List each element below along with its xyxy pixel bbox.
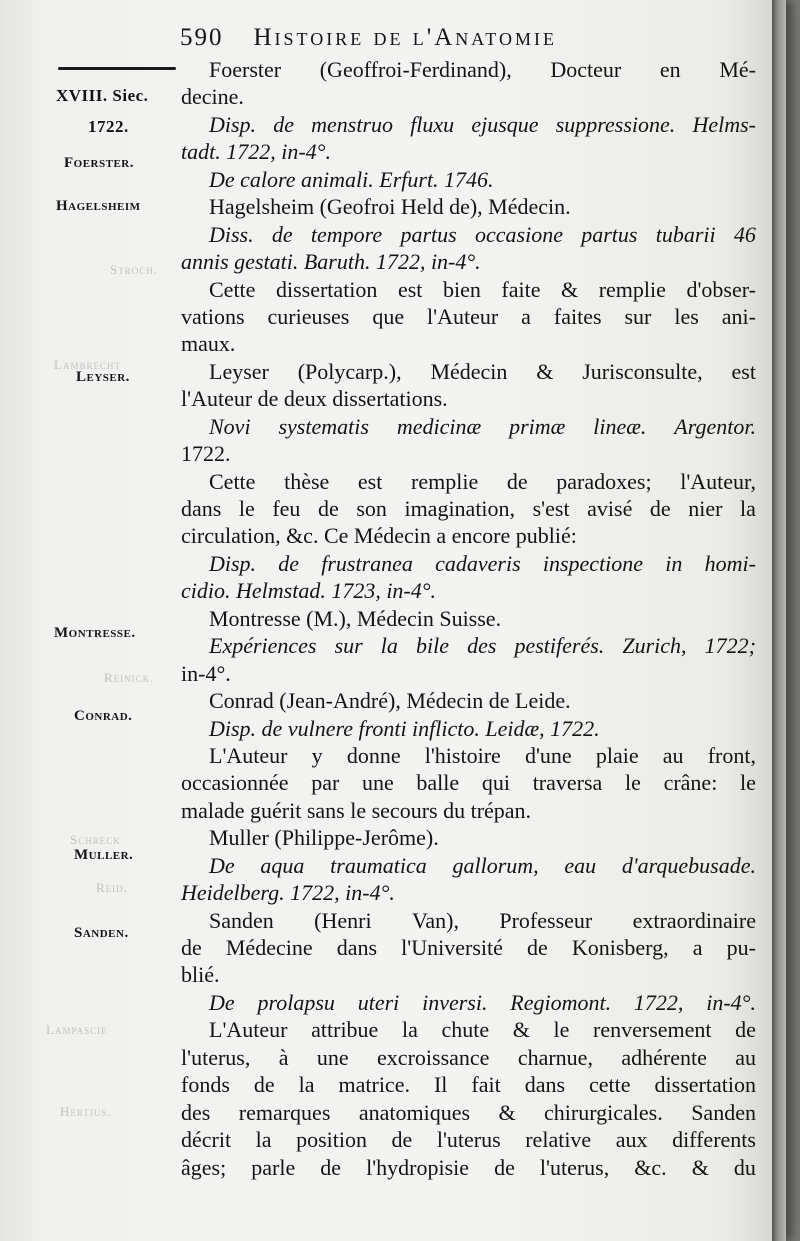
text-line: l'Auteur de deux dissertations. bbox=[181, 386, 448, 412]
text-line: Cette thèse est remplie de paradoxes; l'Auteur, bbox=[209, 468, 756, 494]
text-line: de Médecine dans l'Université de Konisberg, a pu- bbox=[181, 935, 756, 960]
text-line: Diss. de tempore partus occasione partus tubarii 46 bbox=[209, 221, 756, 247]
margin-name-muller: Muller. bbox=[74, 847, 134, 863]
margin-rule bbox=[58, 67, 176, 70]
margin-name-conrad: Conrad. bbox=[74, 708, 133, 724]
text-line: des remarques anatomiques & chirurgicales. Sanden bbox=[181, 1099, 756, 1125]
text-line: De calore animali. Erfurt. 1746. bbox=[209, 166, 494, 192]
margin-century: XVIII. Siec. bbox=[56, 86, 149, 105]
text-line: occasionnée par une balle qui traversa le crâne: le bbox=[181, 770, 756, 796]
bleed-through-text: Schreck bbox=[70, 832, 121, 847]
text-line: Muller (Philippe-Jerôme). bbox=[209, 825, 439, 851]
text-line: in-4°. bbox=[181, 660, 231, 686]
bleed-through-text: Lampascie bbox=[46, 1022, 108, 1037]
bleed-through-text: Reinick. bbox=[104, 670, 155, 685]
text-line: âges; parle de l'hydropisie de l'uterus, &c. & du bbox=[181, 1154, 756, 1180]
text-line: decine. bbox=[181, 84, 244, 110]
text-line: Conrad (Jean-André), Médecin de Leide. bbox=[209, 688, 571, 714]
bleed-through-text: Hertius. bbox=[60, 1104, 112, 1119]
text-line: Heidelberg. 1722, in-4°. bbox=[181, 880, 395, 906]
margin-name-foerster: Foerster. bbox=[64, 155, 134, 171]
page-edge-shadow bbox=[772, 0, 786, 1241]
running-header bbox=[180, 24, 680, 52]
text-line: décrit la position de l'uterus relative aux differents bbox=[181, 1127, 756, 1153]
page-number: 590 bbox=[180, 24, 224, 51]
text-line: Foerster (Geoffroi-Ferdinand), Docteur en Mé- bbox=[209, 57, 756, 82]
text-line: L'Auteur y donne l'histoire d'une plaie au front, bbox=[209, 742, 756, 768]
text-line: Leyser (Polycarp.), Médecin & Jurisconsulte, est bbox=[209, 358, 756, 384]
text-line: tadt. 1722, in-4°. bbox=[181, 139, 331, 165]
text-line: Hagelsheim (Geofroi Held de), Médecin. bbox=[209, 194, 571, 220]
text-line: fonds de la matrice. Il fait dans cette dissertation bbox=[181, 1072, 756, 1098]
running-title: Histoire de l'Anatomie bbox=[253, 24, 557, 51]
margin-name-hagelsheim: Hagelsheim bbox=[56, 198, 141, 214]
text-line: Novi systematis medicinæ primæ lineæ. Argentor. bbox=[209, 413, 756, 439]
margin-name-sanden: Sanden. bbox=[74, 925, 129, 941]
text-column bbox=[181, 56, 756, 1181]
text-line: Montresse (M.), Médecin Suisse. bbox=[209, 605, 502, 631]
text-line: dans le feu de son imagination, s'est avisé de nier la bbox=[181, 496, 756, 521]
text-line: Cette dissertation est bien faite & remplie d'obser- bbox=[209, 276, 756, 302]
text-line: l'uterus, à une excroissance charnue, adhérente au bbox=[181, 1044, 756, 1070]
bleed-through-text: Reid. bbox=[96, 880, 128, 895]
text-line: Disp. de frustranea cadaveris inspectione in homi- bbox=[209, 550, 756, 576]
text-line: vations curieuses que l'Auteur a faites sur les ani- bbox=[181, 303, 756, 329]
margin-name-leyser: Leyser. bbox=[76, 369, 130, 385]
text-line: annis gestati. Baruth. 1722, in-4°. bbox=[181, 249, 481, 275]
text-line: Disp. de menstruo fluxu ejusque suppressione. Helms- bbox=[209, 111, 756, 137]
text-line: Disp. de vulnere fronti inflicto. Leidæ, 1722. bbox=[209, 715, 600, 741]
text-line: L'Auteur attribue la chute & le renversement de bbox=[209, 1017, 756, 1043]
text-line: malade guérit sans le secours du trépan. bbox=[181, 797, 532, 823]
bleed-through-text: Lambrecht bbox=[54, 357, 121, 372]
text-line: cidio. Helmstad. 1723, in-4°. bbox=[181, 578, 437, 604]
text-line: Expériences sur la bile des pestiferés. Zurich, 1722; bbox=[209, 633, 756, 659]
text-line: Sanden (Henri Van), Professeur extraordinaire bbox=[209, 907, 756, 933]
text-line: 1722. bbox=[181, 441, 231, 467]
text-line: De prolapsu uteri inversi. Regiomont. 1722, in-4°. bbox=[209, 989, 756, 1015]
margin-year: 1722. bbox=[88, 117, 129, 136]
text-line: blié. bbox=[181, 962, 220, 988]
text-line: maux. bbox=[181, 331, 236, 357]
margin-name-montresse: Montresse. bbox=[54, 625, 136, 641]
bleed-through-text: Stroch. bbox=[110, 262, 158, 277]
text-line: De aqua traumatica gallorum, eau d'arquebusade. bbox=[209, 852, 756, 878]
text-line: circulation, &c. Ce Médecin a encore publié: bbox=[181, 523, 577, 549]
